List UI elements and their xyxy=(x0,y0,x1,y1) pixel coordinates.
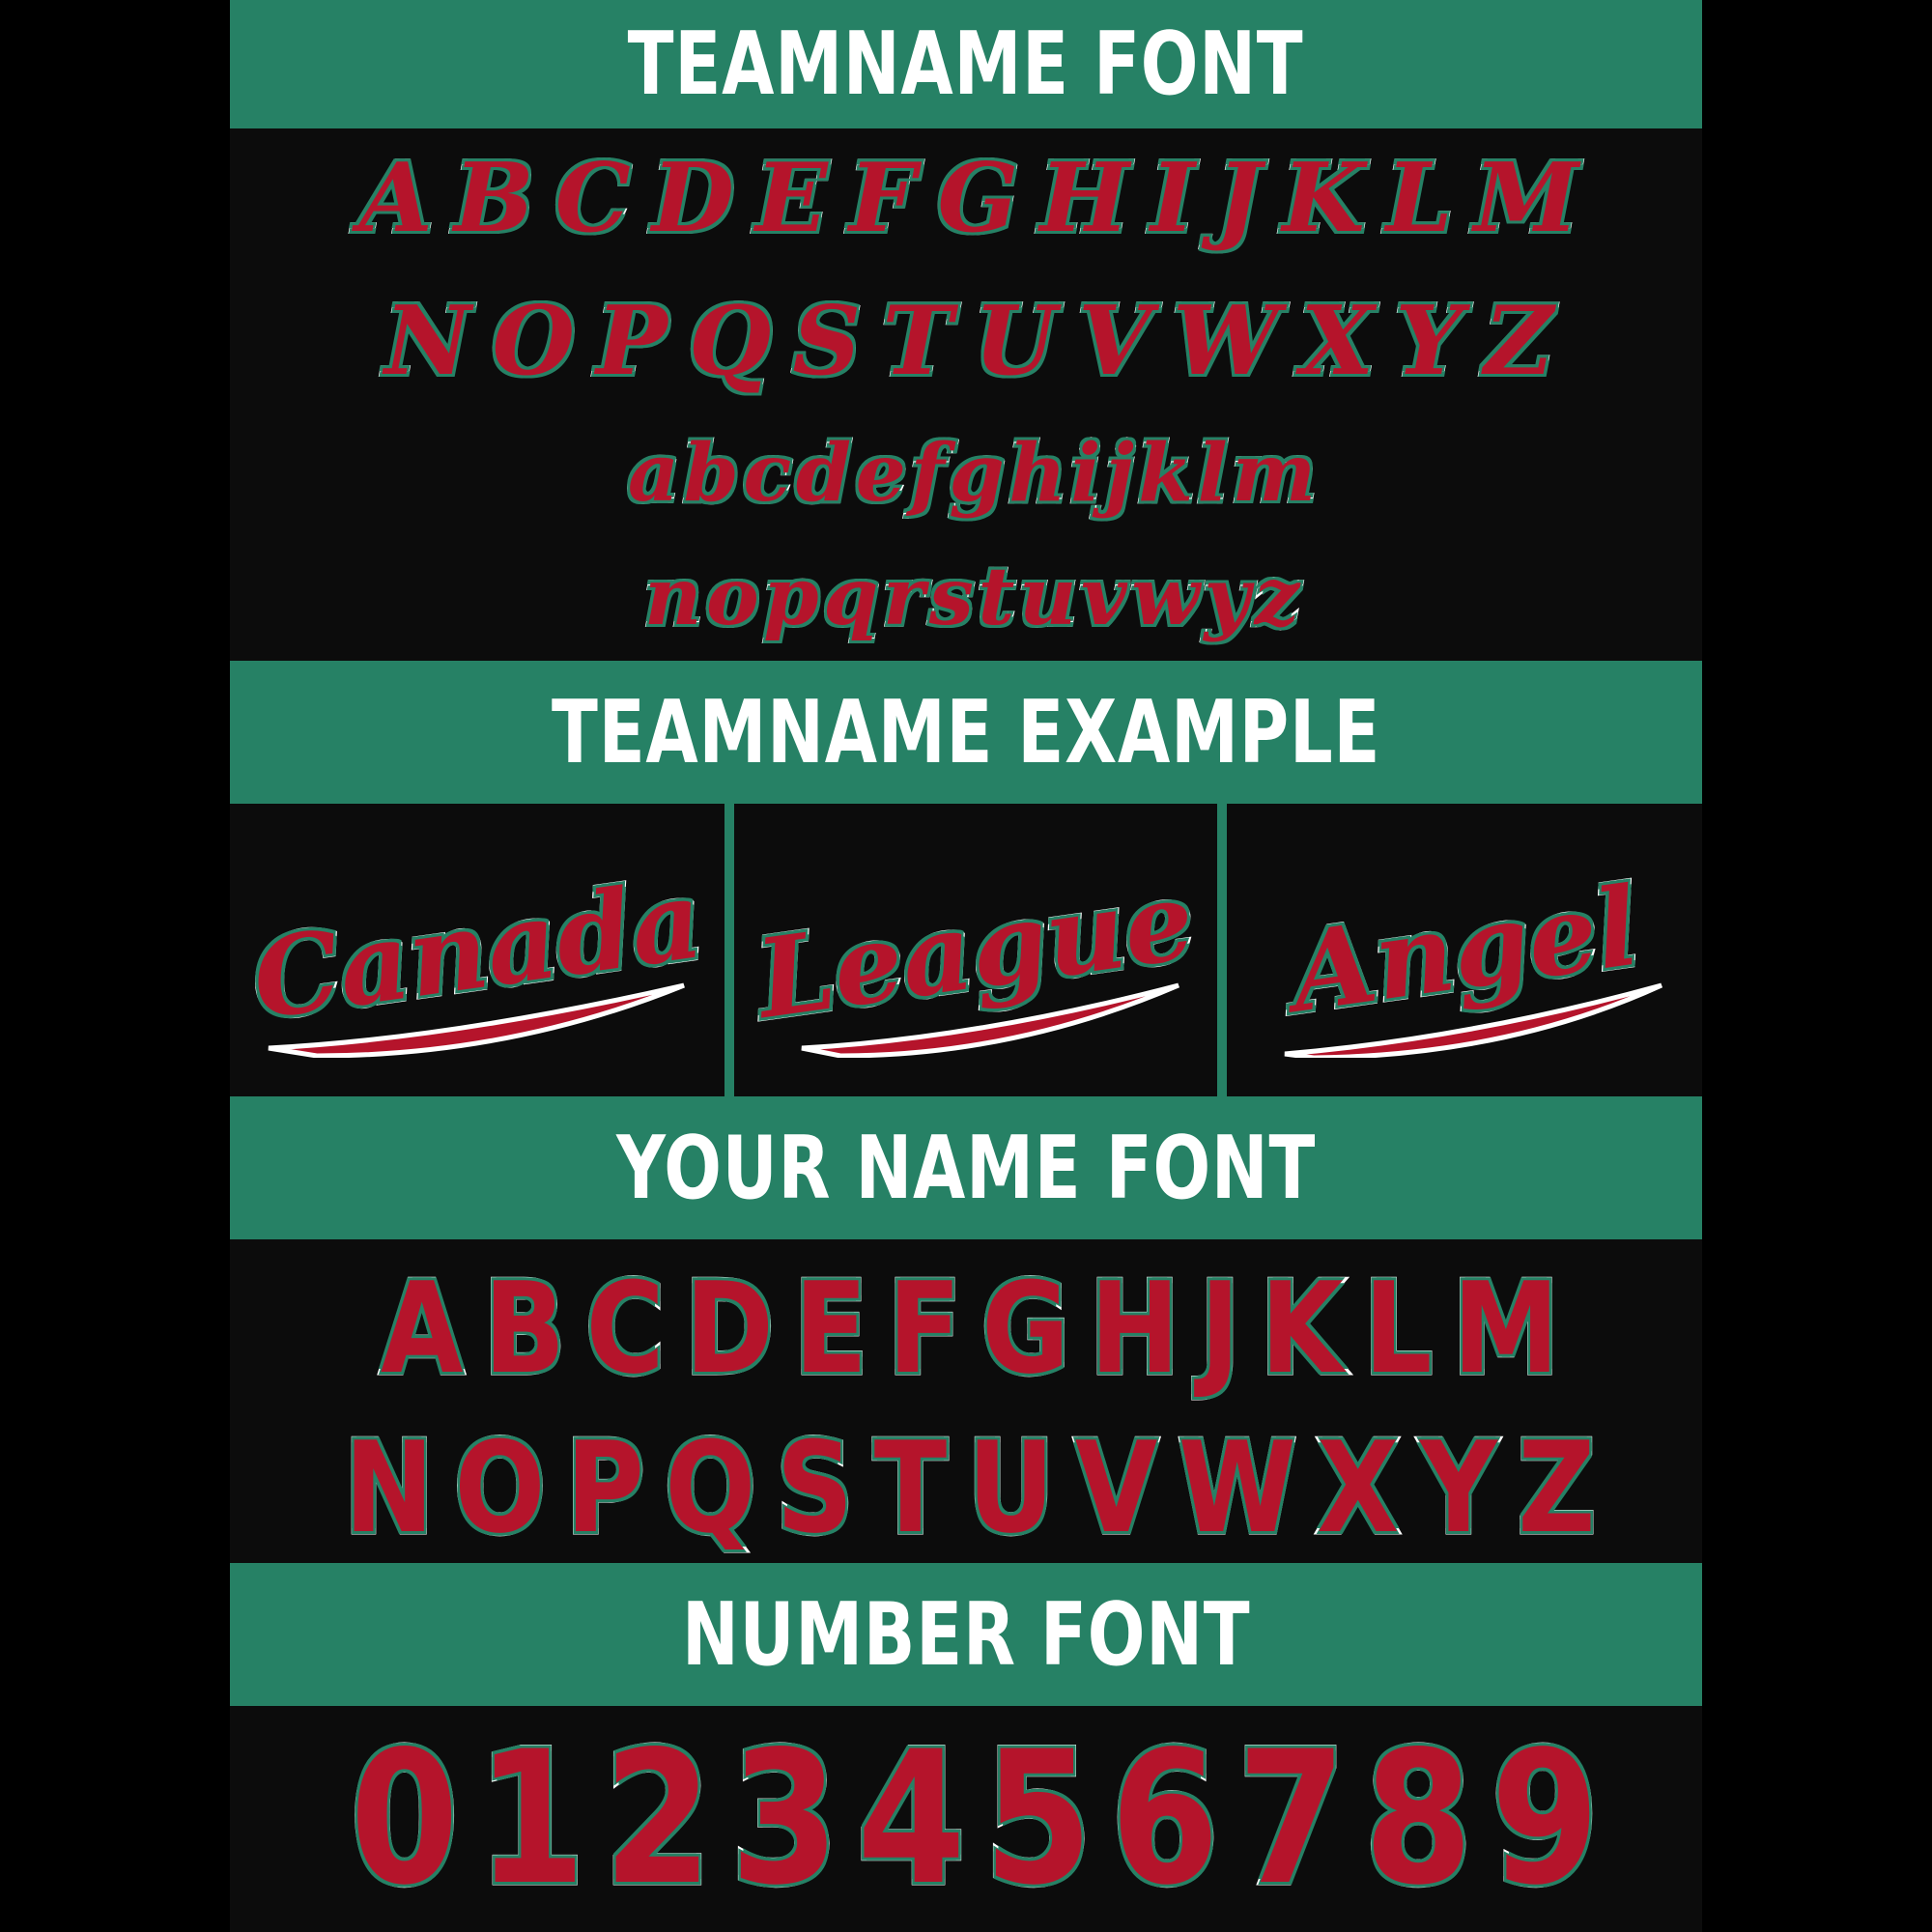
teamname-upper-letters-n-z: N O P Q S T U V W X Y Z xyxy=(384,285,1548,397)
teamname-lower-letters-a-m: a b c d e f g h i j k l m xyxy=(627,427,1305,520)
example-card-3 xyxy=(1227,804,1702,1096)
swoosh-3 xyxy=(1256,980,1673,1058)
teamname-upper-row-1 xyxy=(230,140,1702,256)
number-digits: 0 1 2 3 4 5 6 7 8 9 xyxy=(350,1711,1582,1925)
teamname-example-heading-text: TEAMNAME EXAMPLE xyxy=(551,681,1381,783)
your-name-letters-n-z: N O P Q S T U V W X Y Z xyxy=(344,1414,1588,1561)
your-name-row-2 xyxy=(230,1414,1702,1561)
your-name-font-heading-text: YOUR NAME FONT xyxy=(615,1117,1317,1219)
teamname-lower-letters-n-z: n o p q r s t u v w y z xyxy=(643,551,1289,643)
teamname-examples xyxy=(230,804,1702,1096)
teamname-upper-letters-a-m: A B C D E F G H I J K L M xyxy=(358,142,1574,254)
example-card-2 xyxy=(734,804,1217,1096)
example-word-2: League xyxy=(750,857,1202,1043)
swoosh-1 xyxy=(259,980,696,1058)
teamname-example-heading xyxy=(230,661,1702,804)
example-word-3: Angel xyxy=(1283,863,1646,1037)
your-name-font-heading xyxy=(230,1096,1702,1239)
your-name-row-1 xyxy=(230,1255,1702,1402)
teamname-lower-row-2 xyxy=(230,547,1702,647)
number-font-heading xyxy=(230,1563,1702,1706)
example-card-1 xyxy=(230,804,724,1096)
teamname-upper-row-2 xyxy=(230,278,1702,404)
teamname-font-heading xyxy=(230,0,1702,128)
swoosh-2 xyxy=(763,980,1188,1058)
number-font-heading-text: NUMBER FONT xyxy=(681,1583,1251,1686)
teamname-font-heading-text: TEAMNAME FONT xyxy=(628,14,1304,115)
font-chart-panel xyxy=(230,0,1702,1932)
number-row xyxy=(230,1711,1702,1925)
example-word-1: Canada xyxy=(244,856,710,1044)
your-name-letters-a-m: A B C D E F G H J K L M xyxy=(381,1255,1551,1402)
teamname-lower-row-1 xyxy=(230,423,1702,524)
